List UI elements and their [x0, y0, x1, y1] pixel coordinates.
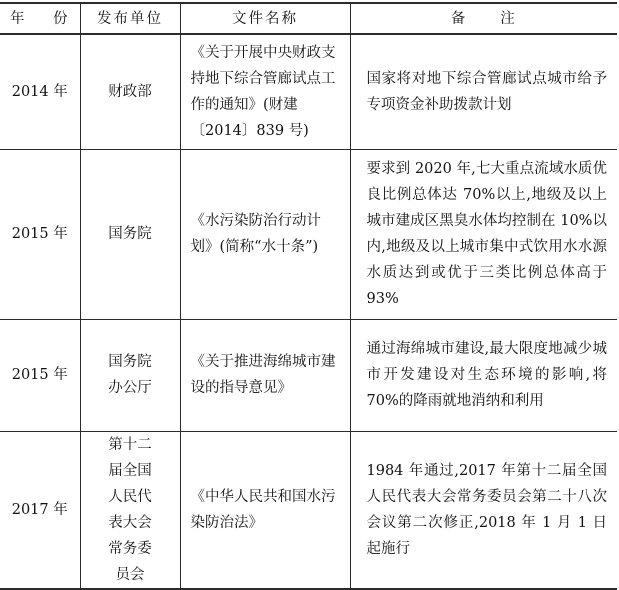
- cell-document: 《水污染防治行动计划》(简称“水十条”): [180, 149, 350, 319]
- table-row: [0, 149, 617, 319]
- cell-year: 2015 年: [0, 319, 80, 431]
- header-document: 文件名称: [180, 3, 350, 34]
- cell-document: 《关于推进海绵城市建设的指导意见》: [180, 319, 350, 431]
- cell-document: 《中华人民共和国水污染防治法》: [180, 431, 350, 589]
- cell-document: 《关于开展中央财政支持地下综合管廊试点工作的通知》(财建〔2014〕839 号): [180, 34, 350, 149]
- table-row: [0, 319, 617, 431]
- cell-note: 1984 年通过,2017 年第十二届全国人民代表大会常务委员会第二十八次会议第二次修正,2018 年 1 月 1 日起施行: [350, 431, 617, 589]
- cell-note: 要求到 2020 年,七大重点流域水质优良比例总体达 70%以上,地级及以上城市建成区黑臭水体均控制在 10%以内,地级及以上城市集中式饮用水水源水质达到或优于三类比例总体高于 93%: [350, 149, 617, 319]
- cell-unit: 第十二届全国人民代表大会常务委员会: [80, 431, 180, 589]
- header-row: [0, 3, 617, 34]
- cell-unit: 财政部: [80, 34, 180, 149]
- cell-note: 国家将对地下综合管廊试点城市给予专项资金补助拨款计划: [350, 34, 617, 149]
- cell-note: 通过海绵城市建设,最大限度地减少城市开发建设对生态环境的影响,将 70%的降雨就地消纳和利用: [350, 319, 617, 431]
- table-row: [0, 431, 617, 589]
- cell-unit: 国务院: [80, 149, 180, 319]
- header-unit: 发布单位: [80, 3, 180, 34]
- cell-year: 2014 年: [0, 34, 80, 149]
- policy-table: [0, 2, 617, 590]
- table-row: [0, 34, 617, 149]
- header-year: 年 份: [0, 3, 80, 34]
- cell-unit: 国务院办公厅: [80, 319, 180, 431]
- cell-year: 2017 年: [0, 431, 80, 589]
- cell-year: 2015 年: [0, 149, 80, 319]
- header-note: 备 注: [350, 3, 617, 34]
